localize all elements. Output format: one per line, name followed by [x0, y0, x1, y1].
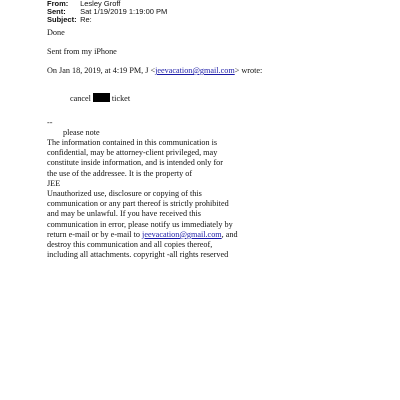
from-label: From: [47, 0, 69, 8]
disclaimer-line: communication in error, please notify us immediately by [47, 219, 233, 229]
disclaimer-line: the use of the addressee. It is the property of [47, 168, 193, 178]
disclaimer-line: The information contained in this communication is [47, 138, 218, 147]
disclaimer-line: communication or any part thereof is strictly prohibited [47, 199, 229, 209]
subject-label: Subject: [47, 15, 77, 24]
reply-text: Done [47, 28, 65, 37]
quoted-text-before: cancel [70, 94, 91, 103]
disclaimer-email-suffix: , and [221, 229, 238, 239]
quote-attribution [47, 66, 262, 76]
disclaimer-line: destroy this communication and all copies thereof, [47, 240, 213, 250]
subject-value: Re: [80, 15, 92, 24]
quoted-message [70, 93, 130, 104]
from-value: Lesley Groff [80, 0, 121, 8]
quote-email-link[interactable]: jeevacation@gmail.com [155, 66, 235, 75]
disclaimer-line: JEE [47, 178, 61, 188]
disclaimer-email-prefix: return e-mail or by e-mail to [47, 229, 143, 239]
quote-suffix: > wrote: [234, 66, 263, 75]
quote-prefix: On Jan 18, 2019, at 4:19 PM, J < [47, 66, 156, 75]
disclaimer-line: including all attachments. copyright -all rights reserved [47, 250, 229, 260]
disclaimer-paragraph [47, 138, 238, 260]
disclaimer-line: and may be unlawful. If you have received this [47, 209, 201, 219]
disclaimer-line: constitute inside information, and is intended only for [47, 158, 223, 168]
disclaimer-line: Unauthorized use, disclosure or copying of this [47, 189, 202, 199]
disclaimer-email-link[interactable]: jeevacation@gmail.com [142, 229, 222, 239]
disclaimer-line-with-email [47, 230, 238, 240]
signature-separator: -- [47, 118, 53, 127]
signature-text: Sent from my iPhone [47, 47, 117, 56]
sent-value: Sat 1/19/2019 1:19:00 PM [80, 7, 168, 16]
sent-label: Sent: [47, 7, 66, 16]
disclaimer-line: confidential, may be attorney-client privileged, may [47, 148, 218, 158]
disclaimer-heading: please note [63, 128, 100, 137]
quoted-text-after: ticket [111, 94, 131, 103]
redaction-box [93, 93, 110, 102]
subject-row [47, 16, 92, 24]
